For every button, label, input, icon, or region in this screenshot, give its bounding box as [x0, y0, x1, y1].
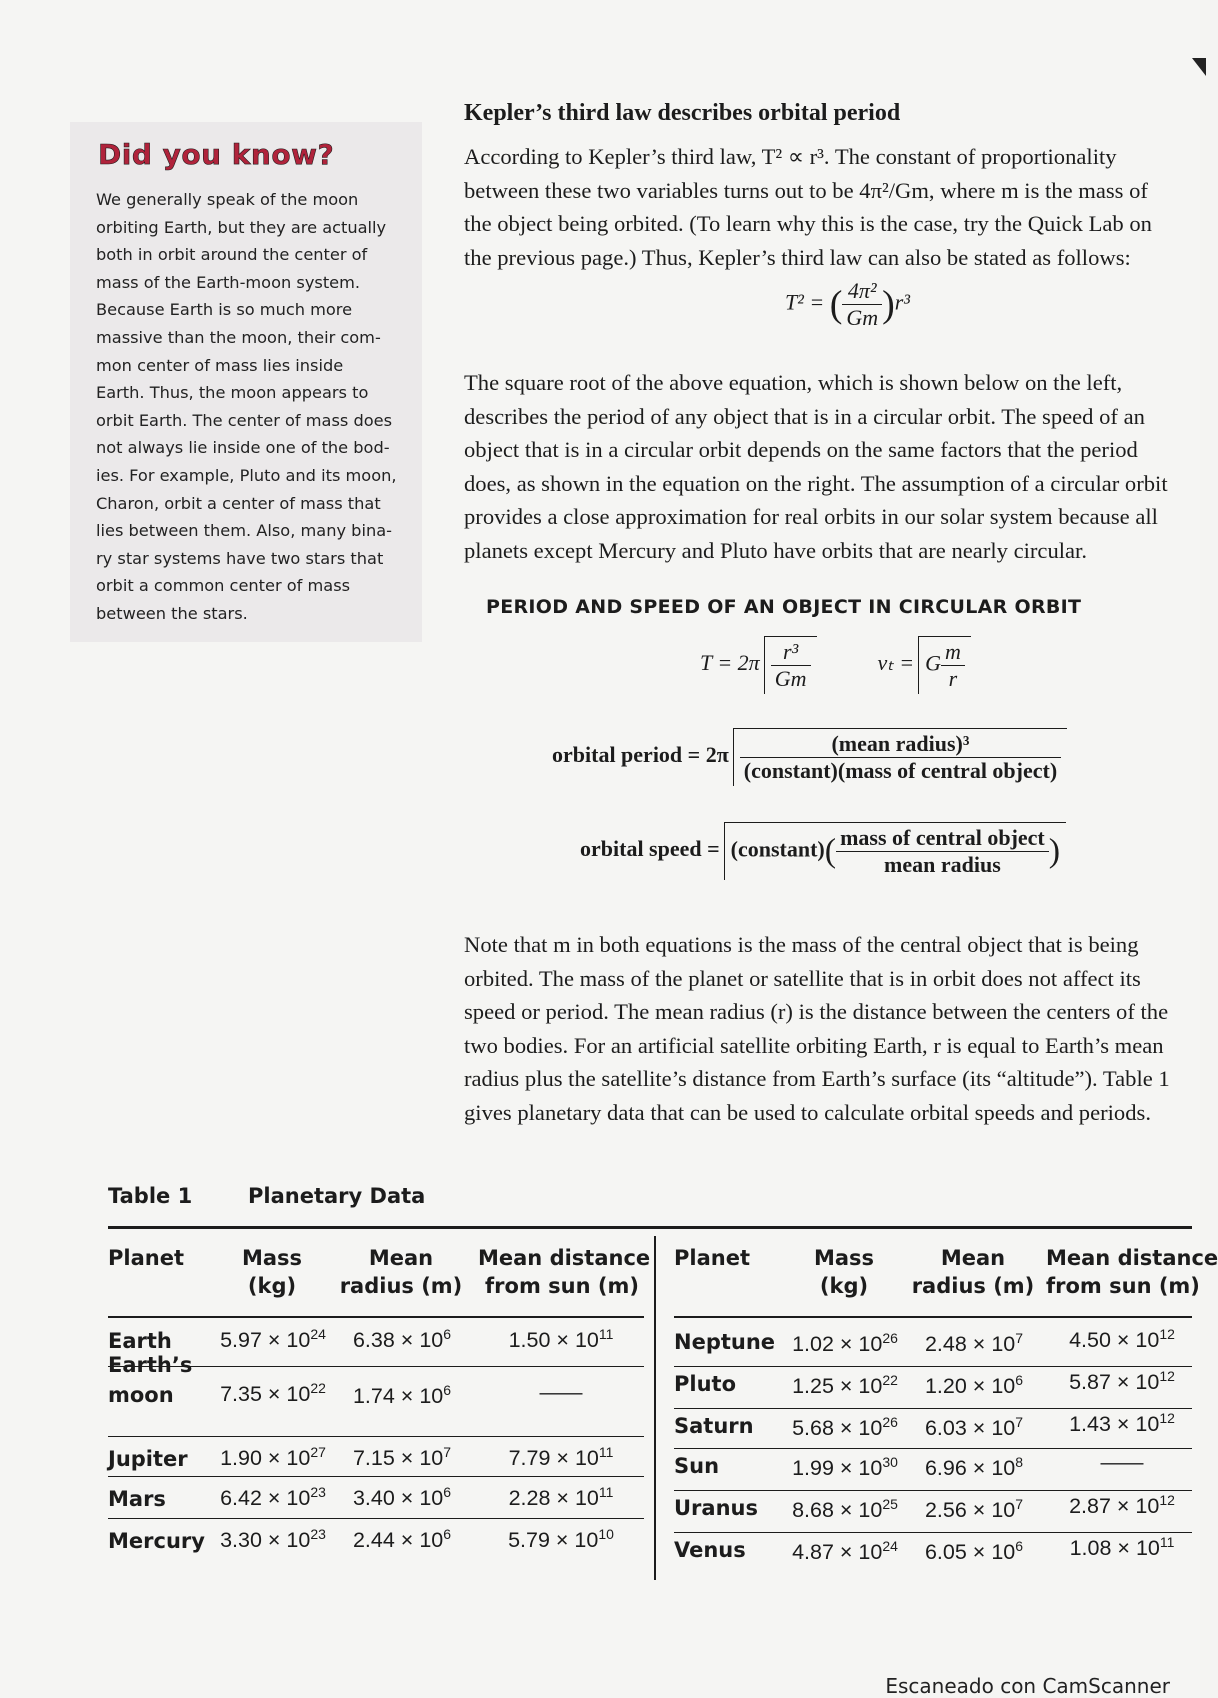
table-cell	[340, 1382, 464, 1409]
table-cell	[486, 1526, 636, 1553]
value-exponent: 12	[1159, 1492, 1175, 1508]
paragraph-line: Note that m in both equations is the mass of the central object that is being	[464, 932, 1139, 957]
table-cell	[1052, 1368, 1192, 1395]
table-cell	[1052, 1450, 1192, 1475]
planet-name-line: Mercury	[108, 1529, 205, 1553]
value-base: 1.43 × 10	[1069, 1412, 1160, 1437]
formula-constant: G	[925, 650, 941, 676]
value-exponent: 6	[443, 1326, 452, 1342]
value-base: 5.97 × 10	[220, 1328, 311, 1353]
sidebar-line: massive than the moon, their com-	[96, 327, 381, 347]
column-header-mass	[794, 1244, 894, 1300]
table-cell	[912, 1496, 1036, 1523]
table-label: Table 1	[108, 1184, 193, 1208]
table-cell	[1052, 1326, 1192, 1353]
table-cell	[786, 1538, 904, 1565]
value-exponent: 7	[1015, 1414, 1024, 1430]
table-cell	[912, 1414, 1036, 1441]
fraction-numerator: r³	[771, 639, 811, 666]
table-cell	[912, 1330, 1036, 1357]
table-cell	[340, 1526, 464, 1553]
table-cell	[1052, 1492, 1192, 1519]
sidebar-line: mass of the Earth-moon system.	[96, 272, 361, 292]
value-base: ——	[539, 1380, 583, 1404]
table-cell	[486, 1326, 636, 1353]
paragraph-line: According to Kepler’s third law, T² ∝ r³. The constant of proportionality	[464, 144, 1117, 169]
table-cell	[214, 1326, 332, 1353]
value-exponent: 7	[1015, 1496, 1024, 1512]
table-cell	[786, 1496, 904, 1523]
value-exponent: 22	[882, 1372, 898, 1388]
value-exponent: 22	[310, 1380, 326, 1396]
value-base: 2.28 × 10	[508, 1486, 599, 1511]
value-base: 7.79 × 10	[508, 1446, 599, 1471]
formula-constant: (constant)	[730, 836, 825, 862]
row-rule	[674, 1408, 1192, 1409]
value-exponent: 8	[1015, 1454, 1024, 1470]
paragraph-line: two bodies. For an artificial satellite orbiting Earth, r is equal to Earth’s mean	[464, 1032, 1164, 1058]
column-header-distance	[1046, 1244, 1218, 1300]
value-base: 1.90 × 10	[220, 1446, 311, 1471]
value-base: 1.74 × 10	[352, 1384, 444, 1409]
value-exponent: 11	[598, 1326, 614, 1342]
value-exponent: 30	[882, 1454, 898, 1470]
planet-name	[108, 1526, 205, 1556]
fraction-denominator: Gm	[846, 305, 879, 330]
value-exponent: 6	[1015, 1538, 1024, 1554]
paragraph-line: does, as shown in the equation on the right. The assumption of a circular orbit	[464, 470, 1168, 496]
fraction-numerator: m	[941, 639, 965, 666]
page-corner-mark	[1192, 58, 1206, 76]
did-you-know-box	[70, 122, 422, 642]
row-rule	[108, 1518, 644, 1519]
value-base: 5.68 × 10	[792, 1416, 883, 1441]
value-exponent: 23	[310, 1484, 326, 1500]
value-exponent: 7	[1015, 1330, 1024, 1346]
value-base: 1.25 × 10	[792, 1374, 883, 1399]
table-top-rule	[108, 1226, 1192, 1229]
paragraph-line: describes the period of any object that is in a circular orbit. The speed of an	[464, 403, 1145, 429]
value-base: 3.30 × 10	[220, 1528, 311, 1553]
planet-name: Saturn	[674, 1414, 754, 1438]
planet-name: Venus	[674, 1538, 746, 1562]
paragraph-line: between these two variables turns out to be 4π²/Gm, where m is the mass of	[464, 177, 1148, 203]
value-base: ——	[1100, 1450, 1144, 1474]
value-exponent: 11	[598, 1484, 614, 1500]
table-title: Planetary Data	[248, 1184, 426, 1208]
row-rule	[674, 1448, 1192, 1449]
value-base: 5.79 × 10	[508, 1528, 599, 1553]
planet-name-line: Mars	[108, 1487, 166, 1511]
paragraph-line: orbited. The mass of the planet or satellite that is in orbit does not affect its	[464, 965, 1141, 991]
value-base: 8.68 × 10	[792, 1498, 883, 1523]
sidebar-body	[96, 186, 406, 628]
value-exponent: 26	[882, 1330, 898, 1346]
value-base: 6.05 × 10	[924, 1540, 1016, 1565]
table-cell	[486, 1484, 636, 1511]
value-exponent: 6	[1015, 1372, 1024, 1388]
table-cell	[786, 1414, 904, 1441]
value-base: 1.50 × 10	[508, 1328, 599, 1353]
equation-lhs: T² =	[785, 289, 825, 315]
paragraph-line: the object being orbited. (To learn why this is the case, try the Quick Lab on	[464, 211, 1152, 236]
paragraph-line: The square root of the above equation, which is shown below on the left,	[464, 370, 1123, 395]
fraction-numerator: (mean radius)³	[740, 731, 1061, 758]
planet-name	[108, 1484, 166, 1514]
table-cell	[486, 1444, 636, 1471]
value-exponent: 27	[310, 1444, 326, 1460]
paragraph-square-root	[464, 366, 1168, 567]
kepler-equation: T² = ( $\frac{\text{4π²}}{Gm}$ )r³	[785, 278, 910, 330]
planet-name-line: moon	[108, 1383, 174, 1407]
planet-name-line: Earth	[108, 1329, 172, 1353]
header-line: Mass	[813, 1246, 875, 1270]
value-base: 4.87 × 10	[792, 1540, 883, 1565]
table-cell	[214, 1380, 332, 1407]
row-rule	[674, 1490, 1192, 1491]
fraction-denominator: (constant)(mass of central object)	[743, 758, 1058, 783]
value-exponent: 11	[598, 1444, 614, 1460]
header-line: Mass	[241, 1246, 303, 1270]
sidebar-line: ies. For example, Pluto and its moon,	[96, 465, 397, 485]
symbolic-formulas	[700, 636, 971, 694]
planet-name	[108, 1350, 192, 1410]
paragraph-line: gives planetary data that can be used to calculate orbital speeds and periods.	[464, 1099, 1151, 1125]
table-cell	[786, 1330, 904, 1357]
value-exponent: 12	[1159, 1368, 1175, 1384]
speed-formula	[877, 639, 971, 691]
planet-name: Sun	[674, 1454, 720, 1478]
value-base: 2.44 × 10	[352, 1528, 444, 1553]
header-line: Mean distance	[1046, 1246, 1218, 1270]
table-header-rule	[674, 1316, 1192, 1318]
table-cell	[486, 1380, 636, 1405]
header-line: radius (m)	[339, 1274, 463, 1298]
sidebar-line: not always lie inside one of the bod-	[96, 438, 390, 458]
table-cell	[340, 1444, 464, 1471]
scanner-watermark: Escaneado con CamScanner	[885, 1674, 1170, 1698]
table-header-rule	[108, 1316, 644, 1318]
row-rule	[674, 1366, 1192, 1367]
table-caption	[108, 1184, 426, 1208]
planet-name: Pluto	[674, 1372, 737, 1396]
value-base: 7.35 × 10	[220, 1382, 311, 1407]
paragraph-line: speed or period. The mean radius (r) is the distance between the centers of the	[464, 999, 1169, 1024]
value-base: 4.50 × 10	[1069, 1328, 1160, 1353]
fraction-denominator: r	[948, 666, 958, 691]
paragraph-note	[464, 928, 1170, 1129]
column-header-radius	[336, 1244, 466, 1300]
header-line: from sun (m)	[485, 1274, 639, 1298]
formula-lhs: vₜ =	[877, 650, 915, 676]
sidebar-line: orbit Earth. The center of mass does	[96, 410, 393, 430]
table-column-divider	[654, 1236, 656, 1580]
sidebar-line: both in orbit around the center of	[96, 245, 368, 265]
table-cell	[786, 1372, 904, 1399]
sidebar-line: Earth. Thus, the moon appears to	[96, 383, 369, 403]
value-base: 6.42 × 10	[220, 1486, 311, 1511]
table-cell	[912, 1372, 1036, 1399]
sidebar-line: between the stars.	[96, 603, 248, 623]
table-cell	[1052, 1410, 1192, 1437]
value-base: 2.56 × 10	[924, 1498, 1016, 1523]
value-base: 7.15 × 10	[352, 1446, 444, 1471]
sidebar-line: Because Earth is so much more	[96, 300, 353, 320]
column-header-radius	[908, 1244, 1038, 1300]
sidebar-line: orbiting Earth, but they are actually	[96, 217, 387, 237]
header-line: Mean	[368, 1246, 434, 1270]
planet-name: Neptune	[674, 1330, 776, 1354]
table-cell	[340, 1484, 464, 1511]
value-exponent: 6	[443, 1382, 452, 1398]
paragraph-kepler	[464, 140, 1152, 274]
value-exponent: 6	[443, 1526, 452, 1542]
value-exponent: 10	[598, 1526, 614, 1542]
table-cell	[214, 1484, 332, 1511]
value-base: 2.48 × 10	[924, 1332, 1016, 1357]
value-exponent: 6	[443, 1484, 452, 1500]
fraction-denominator: Gm	[774, 666, 807, 691]
row-rule	[108, 1476, 644, 1477]
column-header-distance	[478, 1244, 651, 1300]
value-base: 5.87 × 10	[1069, 1370, 1160, 1395]
equation-fraction	[842, 278, 882, 331]
value-exponent: 24	[882, 1538, 898, 1554]
section-heading: Kepler’s third law describes orbital period	[464, 100, 901, 126]
value-base: 6.38 × 10	[352, 1328, 444, 1353]
equation-rhs: r³	[894, 289, 910, 315]
value-base: 1.20 × 10	[924, 1374, 1016, 1399]
column-header-mass	[222, 1244, 322, 1300]
orbital-speed-formula: orbital speed = (constant)( $\frac{\text{mass of central object}}{\text{mean radius}}$ )	[580, 822, 1066, 880]
value-exponent: 12	[1159, 1410, 1175, 1426]
formula-box-heading: PERIOD AND SPEED OF AN OBJECT IN CIRCULAR ORBIT	[486, 596, 1082, 618]
value-base: 1.08 × 10	[1069, 1536, 1160, 1561]
sidebar-line: lies between them. Also, many bina-	[96, 521, 392, 541]
paragraph-line: object that is in a circular orbit depends on the same factors that the period	[464, 437, 1138, 462]
sidebar-line: mon center of mass lies inside	[96, 355, 344, 375]
sidebar-title: Did you know?	[98, 138, 335, 171]
paragraph-line: radius plus the satellite’s distance from Earth’s surface (its “altitude”). Table 1	[464, 1066, 1170, 1091]
header-line: radius (m)	[911, 1274, 1035, 1298]
value-exponent: 24	[310, 1326, 326, 1342]
value-exponent: 26	[882, 1414, 898, 1430]
orbital-period-formula	[552, 728, 1067, 786]
paragraph-line: provides a close approximation for real orbits in our solar system because all	[464, 504, 1158, 529]
header-line: from sun (m)	[1046, 1274, 1200, 1298]
value-base: 3.40 × 10	[352, 1486, 444, 1511]
planet-name-line: Earth’s	[108, 1353, 193, 1377]
table-cell	[786, 1454, 904, 1481]
period-formula	[700, 639, 822, 691]
header-line: (kg)	[247, 1274, 297, 1298]
table-cell	[214, 1444, 332, 1471]
planet-name	[108, 1444, 188, 1474]
table-cell	[340, 1326, 464, 1353]
planet-name: Uranus	[674, 1496, 758, 1520]
row-rule	[674, 1532, 1192, 1533]
column-header-planet: Planet	[674, 1246, 750, 1270]
fraction-numerator: mass of central object	[836, 825, 1049, 852]
table-cell	[214, 1526, 332, 1553]
header-line: (kg)	[819, 1274, 869, 1298]
value-base: 6.03 × 10	[924, 1416, 1016, 1441]
value-exponent: 7	[443, 1444, 452, 1460]
sidebar-line: Charon, orbit a center of mass that	[96, 493, 381, 513]
value-exponent: 23	[310, 1526, 326, 1542]
column-header-planet: Planet	[108, 1246, 184, 1270]
formula-lhs: orbital period = 2π	[552, 742, 729, 768]
table-cell	[1052, 1534, 1192, 1561]
value-base: 1.02 × 10	[792, 1332, 883, 1357]
paragraph-line: the previous page.) Thus, Kepler’s third law can also be stated as follows:	[464, 244, 1131, 270]
table-cell	[912, 1454, 1036, 1481]
planet-name-line: Jupiter	[108, 1447, 188, 1471]
header-line: Mean	[940, 1246, 1006, 1270]
value-exponent: 12	[1159, 1326, 1175, 1342]
paragraph-line: planets except Mercury and Pluto have orbits that are nearly circular.	[464, 537, 1087, 563]
value-exponent: 11	[1159, 1534, 1175, 1550]
sidebar-line: orbit a common center of mass	[96, 576, 351, 596]
fraction-denominator: mean radius	[884, 852, 1001, 877]
value-base: 2.87 × 10	[1069, 1494, 1160, 1519]
formula-lhs: T = 2π	[700, 650, 760, 676]
formula-lhs: orbital speed =	[580, 836, 720, 862]
sidebar-line: ry star systems have two stars that	[96, 548, 384, 568]
fraction-numerator: 4π²	[842, 278, 882, 305]
header-line: Mean distance	[478, 1246, 651, 1270]
row-rule	[108, 1436, 644, 1437]
sidebar-line: We generally speak of the moon	[96, 190, 359, 209]
value-exponent: 25	[882, 1496, 898, 1512]
value-base: 6.96 × 10	[924, 1456, 1016, 1481]
value-base: 1.99 × 10	[792, 1456, 883, 1481]
table-cell	[912, 1538, 1036, 1565]
